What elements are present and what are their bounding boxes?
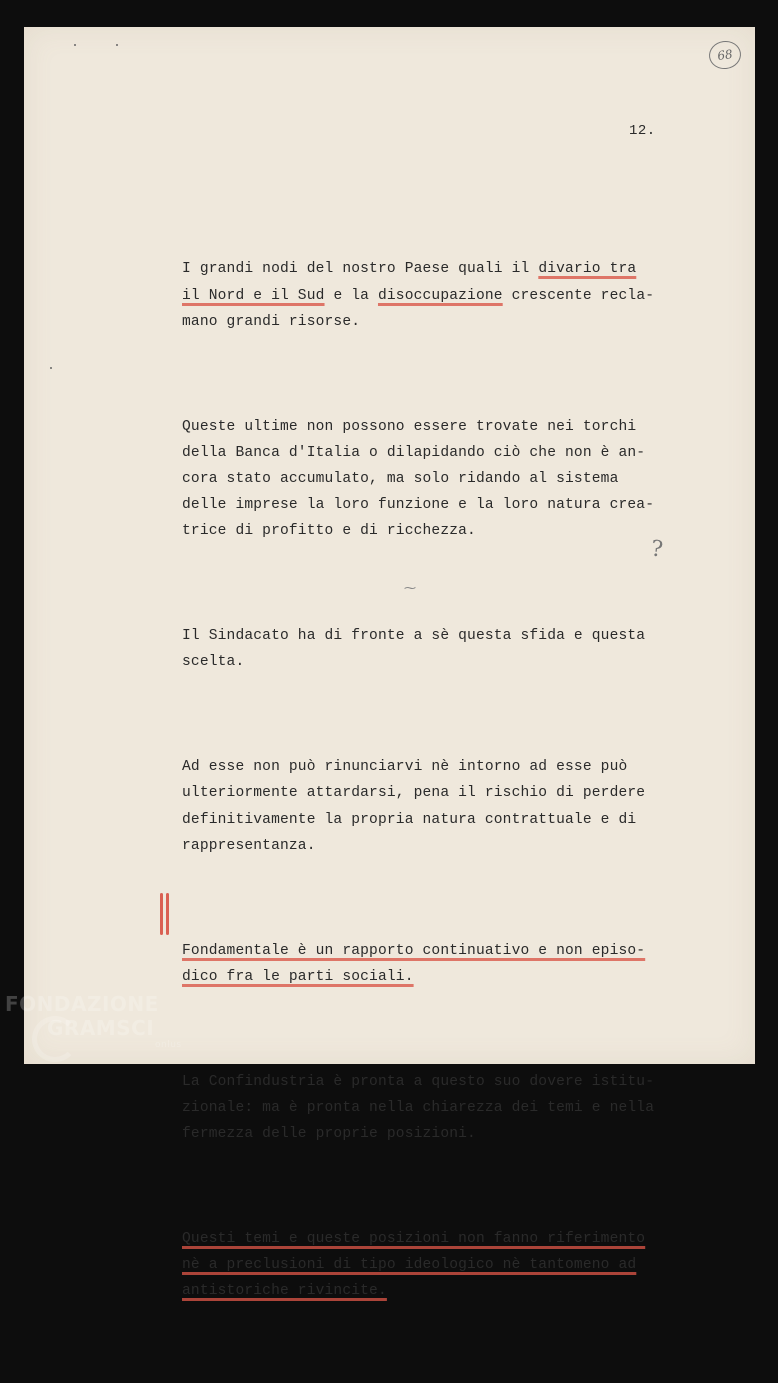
folio-number: 68	[707, 39, 743, 71]
paragraph-2: Queste ultime non possono essere trovate nei torchi della Banca d'Italia o dilapidando ciò che non è an- cora stato accumulato, ma solo ridando al sistema delle imprese la loro funzione e la loro natura crea- trice di profitto e di ricchezza.	[182, 418, 655, 540]
paper-speck	[50, 367, 52, 369]
paper-speck	[116, 44, 118, 46]
paragraph-1: I grandi nodi del nostro Paese quali il divario tra il Nord e il Sud e la disoccupazione crescente recla- mano grandi risorse.	[182, 261, 655, 330]
paragraph-6: La Confindustria è pronta a questo suo dovere istitu- zionale: ma è pronta nella chiarezza dei temi e nella fermezza delle proprie posizioni.	[182, 1073, 655, 1143]
handwritten-tilde-mark: ⁓	[404, 581, 416, 595]
watermark-line-3: onlus	[155, 1040, 182, 1050]
paragraph-4: Ad esse non può rinunciarvi nè intorno ad esse può ulteriormente attardarsi, pena il rischio di perdere definitivamente la propria natura contrattuale e di rappresentanza.	[182, 759, 646, 854]
paragraph-7: Questi temi e queste posizioni non fanno riferimento nè a preclusioni di tipo ideologico nè tantomeno ad antistoriche rivincite.	[182, 1230, 646, 1300]
red-margin-mark	[166, 893, 169, 935]
watermark-line-1: FONDAZIONE	[5, 992, 159, 1016]
red-margin-mark	[160, 893, 163, 935]
document-page	[24, 27, 755, 1300]
handwritten-question-mark: ?	[649, 536, 665, 563]
paragraph-3: Il Sindacato ha di fronte a sè questa sfida e questa scelta.	[182, 628, 646, 671]
paper-speck	[74, 44, 76, 46]
typed-text-body	[182, 204, 672, 1383]
paragraph-5: Fondamentale è un rapporto continuativo e non episo- dico fra le parti sociali.	[182, 942, 646, 985]
watermark-line-2: GRAMSCI	[47, 1016, 155, 1040]
page-number: 12.	[629, 123, 656, 139]
watermark	[5, 992, 182, 1050]
